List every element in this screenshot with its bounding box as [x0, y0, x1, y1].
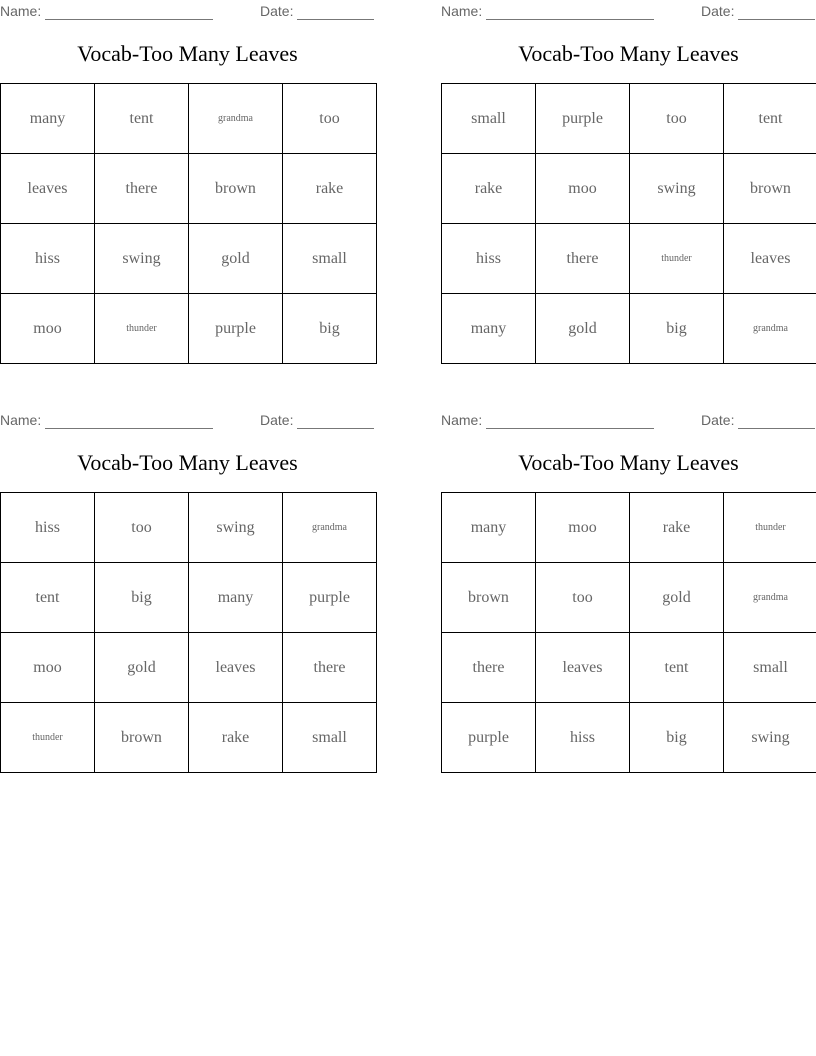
date-field[interactable]	[260, 411, 374, 429]
name-date-line	[0, 411, 375, 429]
grid-cell: too	[95, 493, 189, 563]
grid-cell: there	[95, 154, 189, 224]
grid-cell: hiss	[1, 493, 95, 563]
grid-cell: swing	[95, 224, 189, 294]
grid-cell: rake	[442, 154, 536, 224]
grid-cell: there	[536, 224, 630, 294]
card-title: Vocab-Too Many Leaves	[518, 41, 739, 66]
name-label: Name:	[0, 3, 42, 19]
date-label: Date:	[260, 3, 294, 19]
grid-cell: many	[442, 493, 536, 563]
grid-cell: small	[724, 633, 816, 703]
grid-row	[1, 563, 377, 633]
date-field[interactable]	[260, 2, 374, 20]
date-field[interactable]	[701, 2, 815, 20]
name-field[interactable]	[441, 2, 654, 20]
bingo-grid	[441, 83, 816, 364]
grid-row	[442, 633, 816, 703]
grid-cell: many	[1, 84, 95, 154]
name-field[interactable]	[0, 2, 213, 20]
grid-row	[1, 633, 377, 703]
grid-row	[442, 563, 816, 633]
grid-cell: grandma	[189, 84, 283, 154]
grid-cell: brown	[95, 703, 189, 773]
grid-row	[1, 84, 377, 154]
grid-cell: there	[283, 633, 377, 703]
grid-cell: moo	[536, 154, 630, 224]
grid-cell: small	[283, 703, 377, 773]
date-blank[interactable]	[738, 5, 815, 20]
grid-cell: big	[95, 563, 189, 633]
grid-cell: hiss	[536, 703, 630, 773]
grid-cell: swing	[189, 493, 283, 563]
grid-cell: big	[630, 703, 724, 773]
card-title: Vocab-Too Many Leaves	[77, 450, 298, 475]
grid-cell: tent	[95, 84, 189, 154]
date-blank[interactable]	[297, 414, 374, 429]
name-label: Name:	[441, 3, 483, 19]
name-blank[interactable]	[486, 414, 654, 429]
grid-cell: grandma	[724, 563, 816, 633]
grid-cell: many	[189, 563, 283, 633]
name-blank[interactable]	[486, 5, 654, 20]
grid-cell: purple	[442, 703, 536, 773]
name-label: Name:	[0, 412, 42, 428]
date-field[interactable]	[701, 411, 815, 429]
date-blank[interactable]	[297, 5, 374, 20]
grid-cell: purple	[283, 563, 377, 633]
grid-cell: rake	[283, 154, 377, 224]
grid-cell: tent	[1, 563, 95, 633]
grid-cell: thunder	[95, 294, 189, 364]
grid-cell: rake	[630, 493, 724, 563]
grid-cell: moo	[1, 294, 95, 364]
card-title: Vocab-Too Many Leaves	[518, 450, 739, 475]
grid-row	[442, 84, 816, 154]
bingo-grid	[441, 492, 816, 773]
grid-cell: leaves	[724, 224, 816, 294]
grid-cell: gold	[189, 224, 283, 294]
grid-cell: brown	[442, 563, 536, 633]
grid-cell: brown	[189, 154, 283, 224]
name-label: Name:	[441, 412, 483, 428]
bingo-grid	[0, 492, 377, 773]
grid-cell: moo	[536, 493, 630, 563]
grid-cell: big	[630, 294, 724, 364]
grid-cell: brown	[724, 154, 816, 224]
name-date-line	[441, 2, 816, 20]
grid-cell: there	[442, 633, 536, 703]
date-blank[interactable]	[738, 414, 815, 429]
grid-cell: hiss	[442, 224, 536, 294]
grid-cell: swing	[630, 154, 724, 224]
card-title: Vocab-Too Many Leaves	[77, 41, 298, 66]
grid-cell: many	[442, 294, 536, 364]
grid-cell: too	[283, 84, 377, 154]
grid-row	[442, 224, 816, 294]
grid-row	[1, 154, 377, 224]
grid-cell: gold	[536, 294, 630, 364]
bingo-grid	[0, 83, 377, 364]
grid-cell: moo	[1, 633, 95, 703]
grid-cell: tent	[630, 633, 724, 703]
grid-row	[1, 294, 377, 364]
grid-cell: purple	[189, 294, 283, 364]
grid-cell: thunder	[630, 224, 724, 294]
grid-cell: gold	[630, 563, 724, 633]
grid-cell: leaves	[1, 154, 95, 224]
grid-cell: thunder	[724, 493, 816, 563]
grid-cell: grandma	[724, 294, 816, 364]
grid-cell: too	[536, 563, 630, 633]
grid-cell: small	[283, 224, 377, 294]
grid-row	[442, 703, 816, 773]
grid-row	[1, 224, 377, 294]
name-field[interactable]	[441, 411, 654, 429]
grid-cell: hiss	[1, 224, 95, 294]
grid-row	[1, 493, 377, 563]
name-date-line	[441, 411, 816, 429]
grid-row	[1, 703, 377, 773]
grid-cell: leaves	[536, 633, 630, 703]
name-blank[interactable]	[45, 414, 213, 429]
date-label: Date:	[260, 412, 294, 428]
grid-cell: rake	[189, 703, 283, 773]
grid-cell: grandma	[283, 493, 377, 563]
grid-cell: swing	[724, 703, 816, 773]
name-blank[interactable]	[45, 5, 213, 20]
grid-cell: purple	[536, 84, 630, 154]
grid-cell: thunder	[1, 703, 95, 773]
grid-cell: too	[630, 84, 724, 154]
grid-row	[442, 294, 816, 364]
name-field[interactable]	[0, 411, 213, 429]
grid-cell: small	[442, 84, 536, 154]
grid-cell: big	[283, 294, 377, 364]
grid-row	[442, 493, 816, 563]
date-label: Date:	[701, 3, 735, 19]
grid-cell: tent	[724, 84, 816, 154]
grid-row	[442, 154, 816, 224]
name-date-line	[0, 2, 375, 20]
grid-cell: gold	[95, 633, 189, 703]
grid-cell: leaves	[189, 633, 283, 703]
date-label: Date:	[701, 412, 735, 428]
